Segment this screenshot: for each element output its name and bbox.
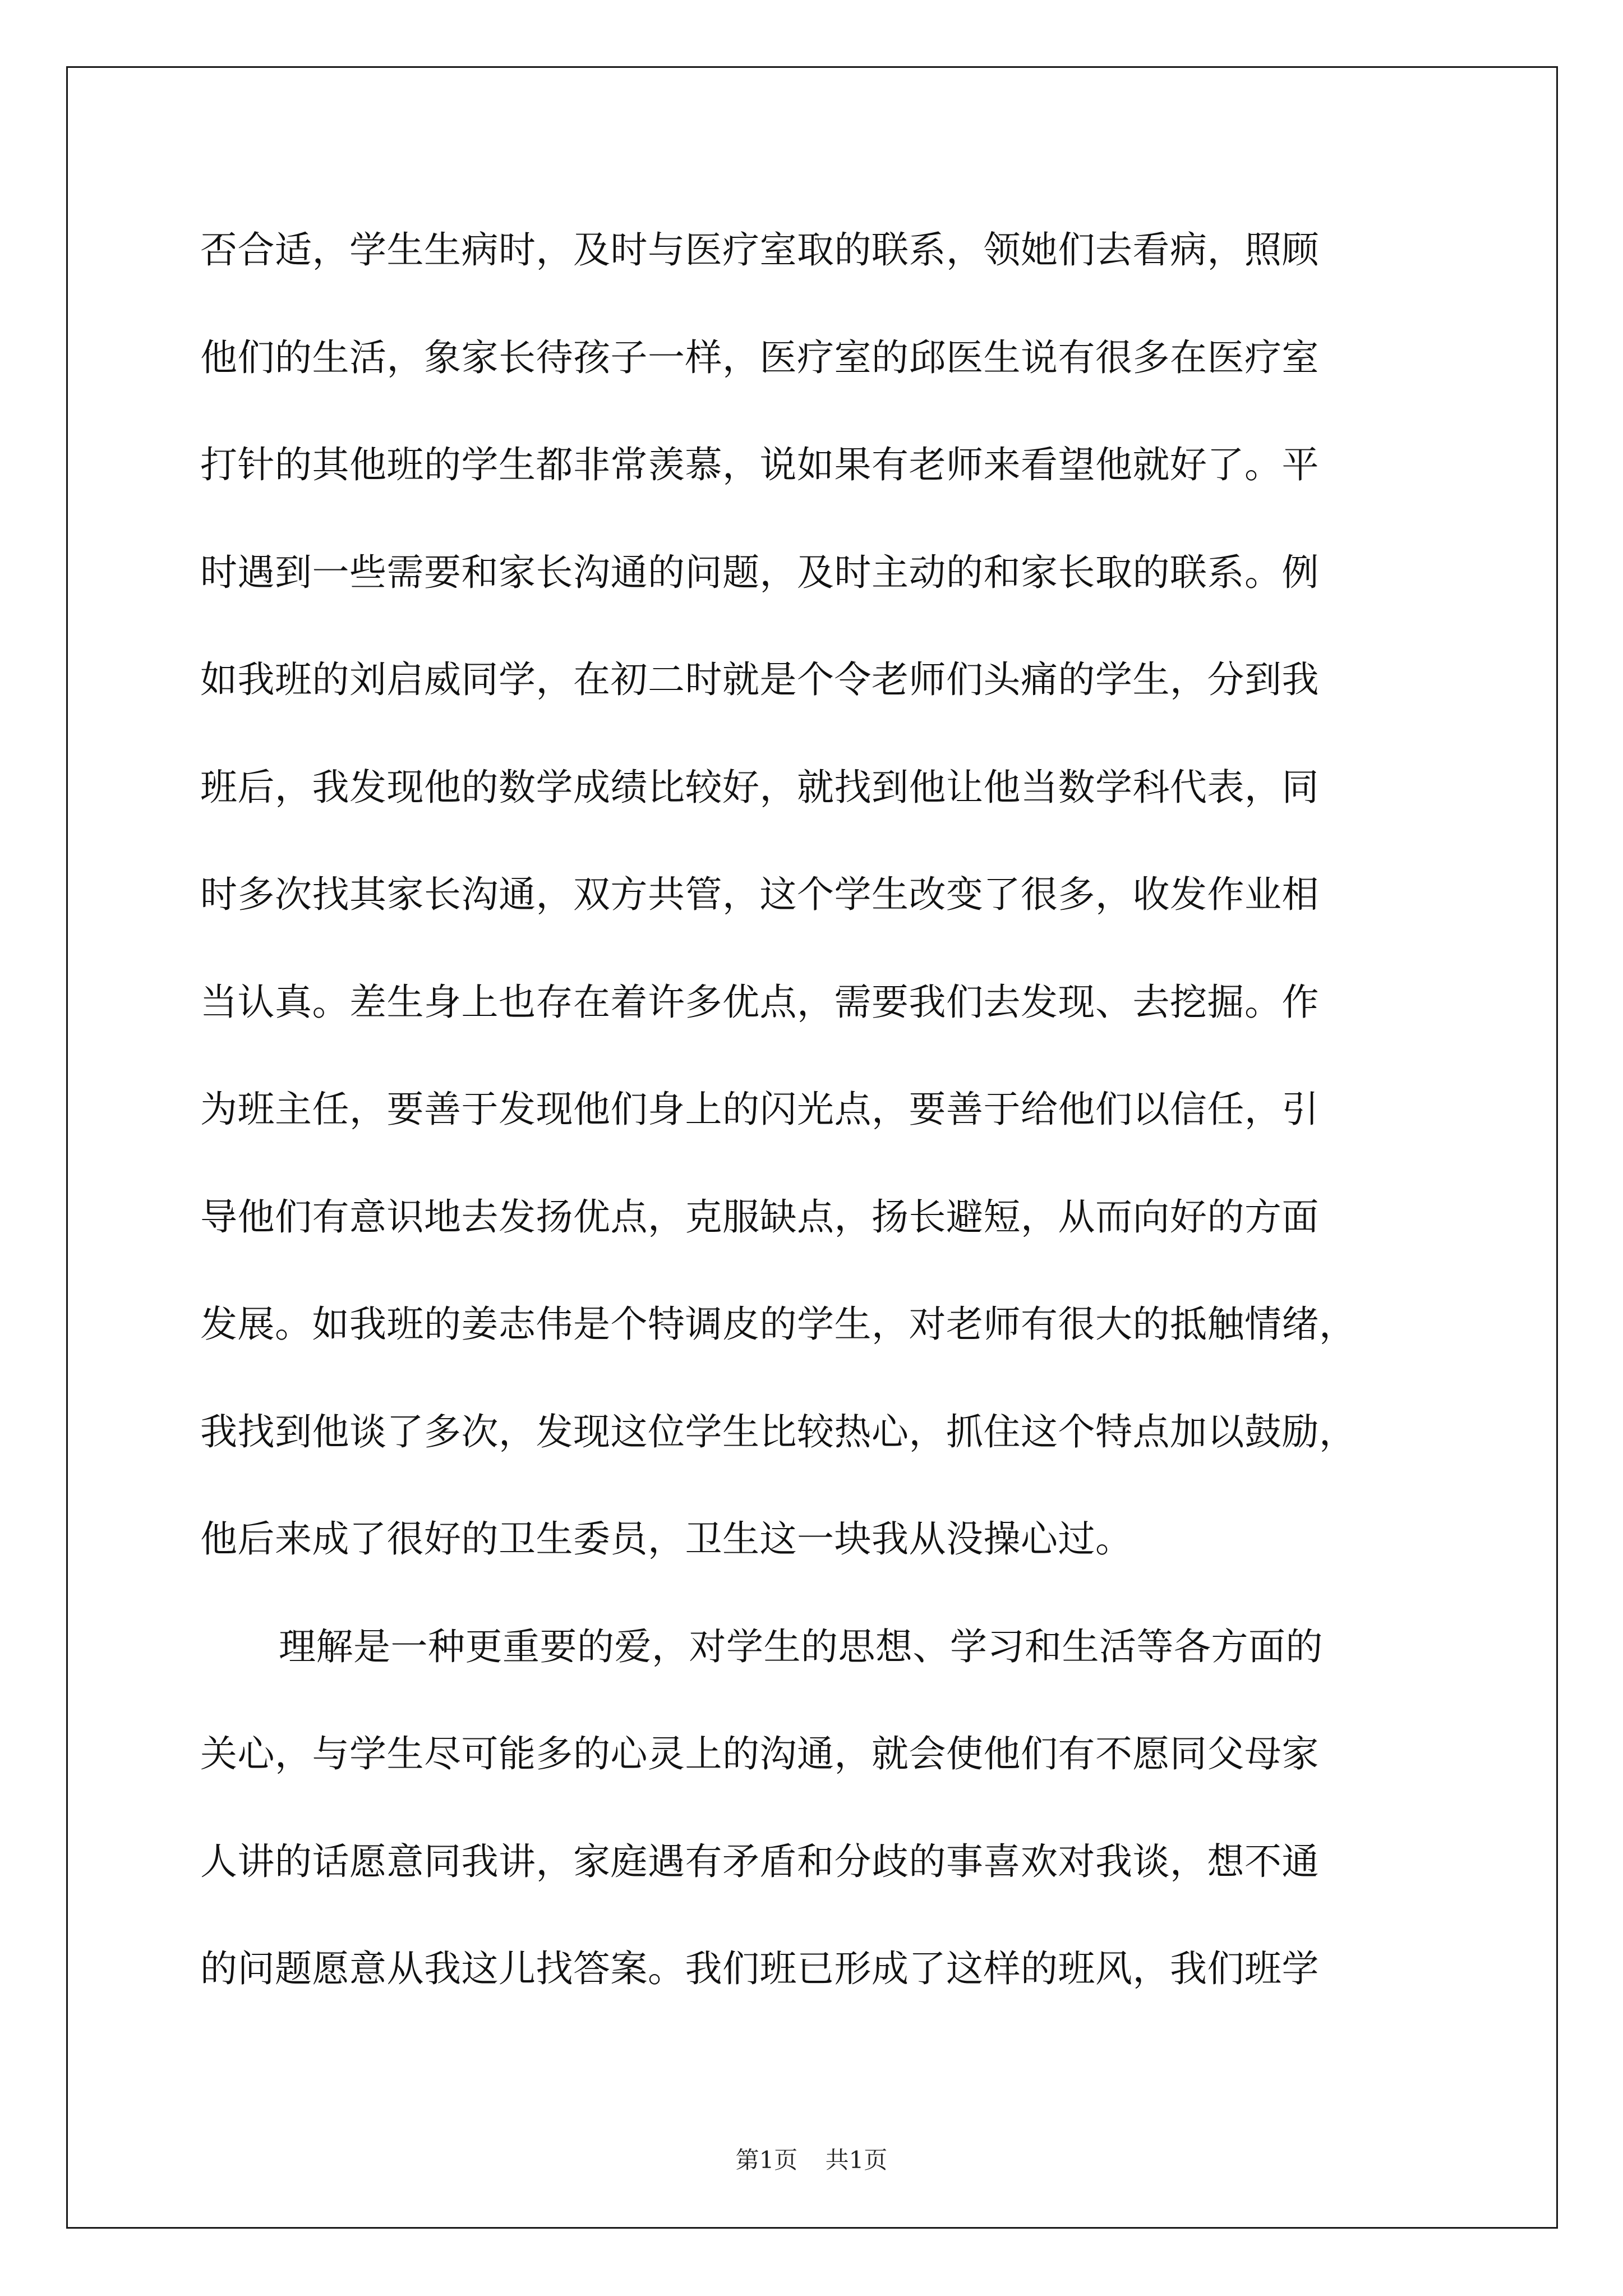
text-line: 我找到他谈了多次，发现这位学生比较热心，抓住这个特点加以鼓励， [200,1410,1357,1453]
text-line: 否合适，学生生病时，及时与医疗室取的联系，领她们去看病，照顾 [200,228,1319,272]
text-line: 时多次找其家长沟通，双方共管，这个学生改变了很多，收发作业相 [200,873,1319,916]
text-line: 他们的生活，象家长待孩子一样，医疗室的邱医生说有很多在医疗室 [200,335,1319,379]
text-line: 关心，与学生尽可能多的心灵上的沟通，就会使他们有不愿同父母家 [200,1732,1319,1775]
text-line: 如我班的刘启威同学，在初二时就是个令老师们头痛的学生，分到我 [200,658,1319,701]
page-footer [0,2142,1623,2175]
text-line: 为班主任，要善于发现他们身上的闪光点，要善于给他们以信任，引 [200,1088,1319,1131]
document-body [200,196,1434,2023]
page-number: 第1页 [735,2146,798,2174]
text-line: 打针的其他班的学生都非常羡慕，说如果有老师来看望他就好了。平 [200,443,1319,486]
paragraph-start-line: 理解是一种更重要的爱，对学生的思想、学习和生活等各方面的 [279,1625,1323,1668]
text-line: 他后来成了很好的卫生委员，卫生这一块我从没操心过。 [200,1517,1133,1561]
text-line: 当认真。差生身上也存在着许多优点，需要我们去发现、去挖掘。作 [200,980,1319,1024]
text-line: 班后，我发现他的数学成绩比较好，就找到他让他当数学科代表，同 [200,765,1319,809]
text-line: 导他们有意识地去发扬优点，克服缺点，扬长避短，从而向好的方面 [200,1195,1319,1239]
text-line: 发展。如我班的姜志伟是个特调皮的学生，对老师有很大的抵触情绪， [200,1303,1357,1346]
text-line: 的问题愿意从我这儿找答案。我们班已形成了这样的班风，我们班学 [200,1947,1319,1990]
text-line: 人讲的话愿意同我讲，家庭遇有矛盾和分歧的事喜欢对我谈，想不通 [200,1839,1319,1883]
page-total: 共1页 [825,2146,888,2174]
text-line: 时遇到一些需要和家长沟通的问题，及时主动的和家长取的联系。例 [200,550,1319,594]
